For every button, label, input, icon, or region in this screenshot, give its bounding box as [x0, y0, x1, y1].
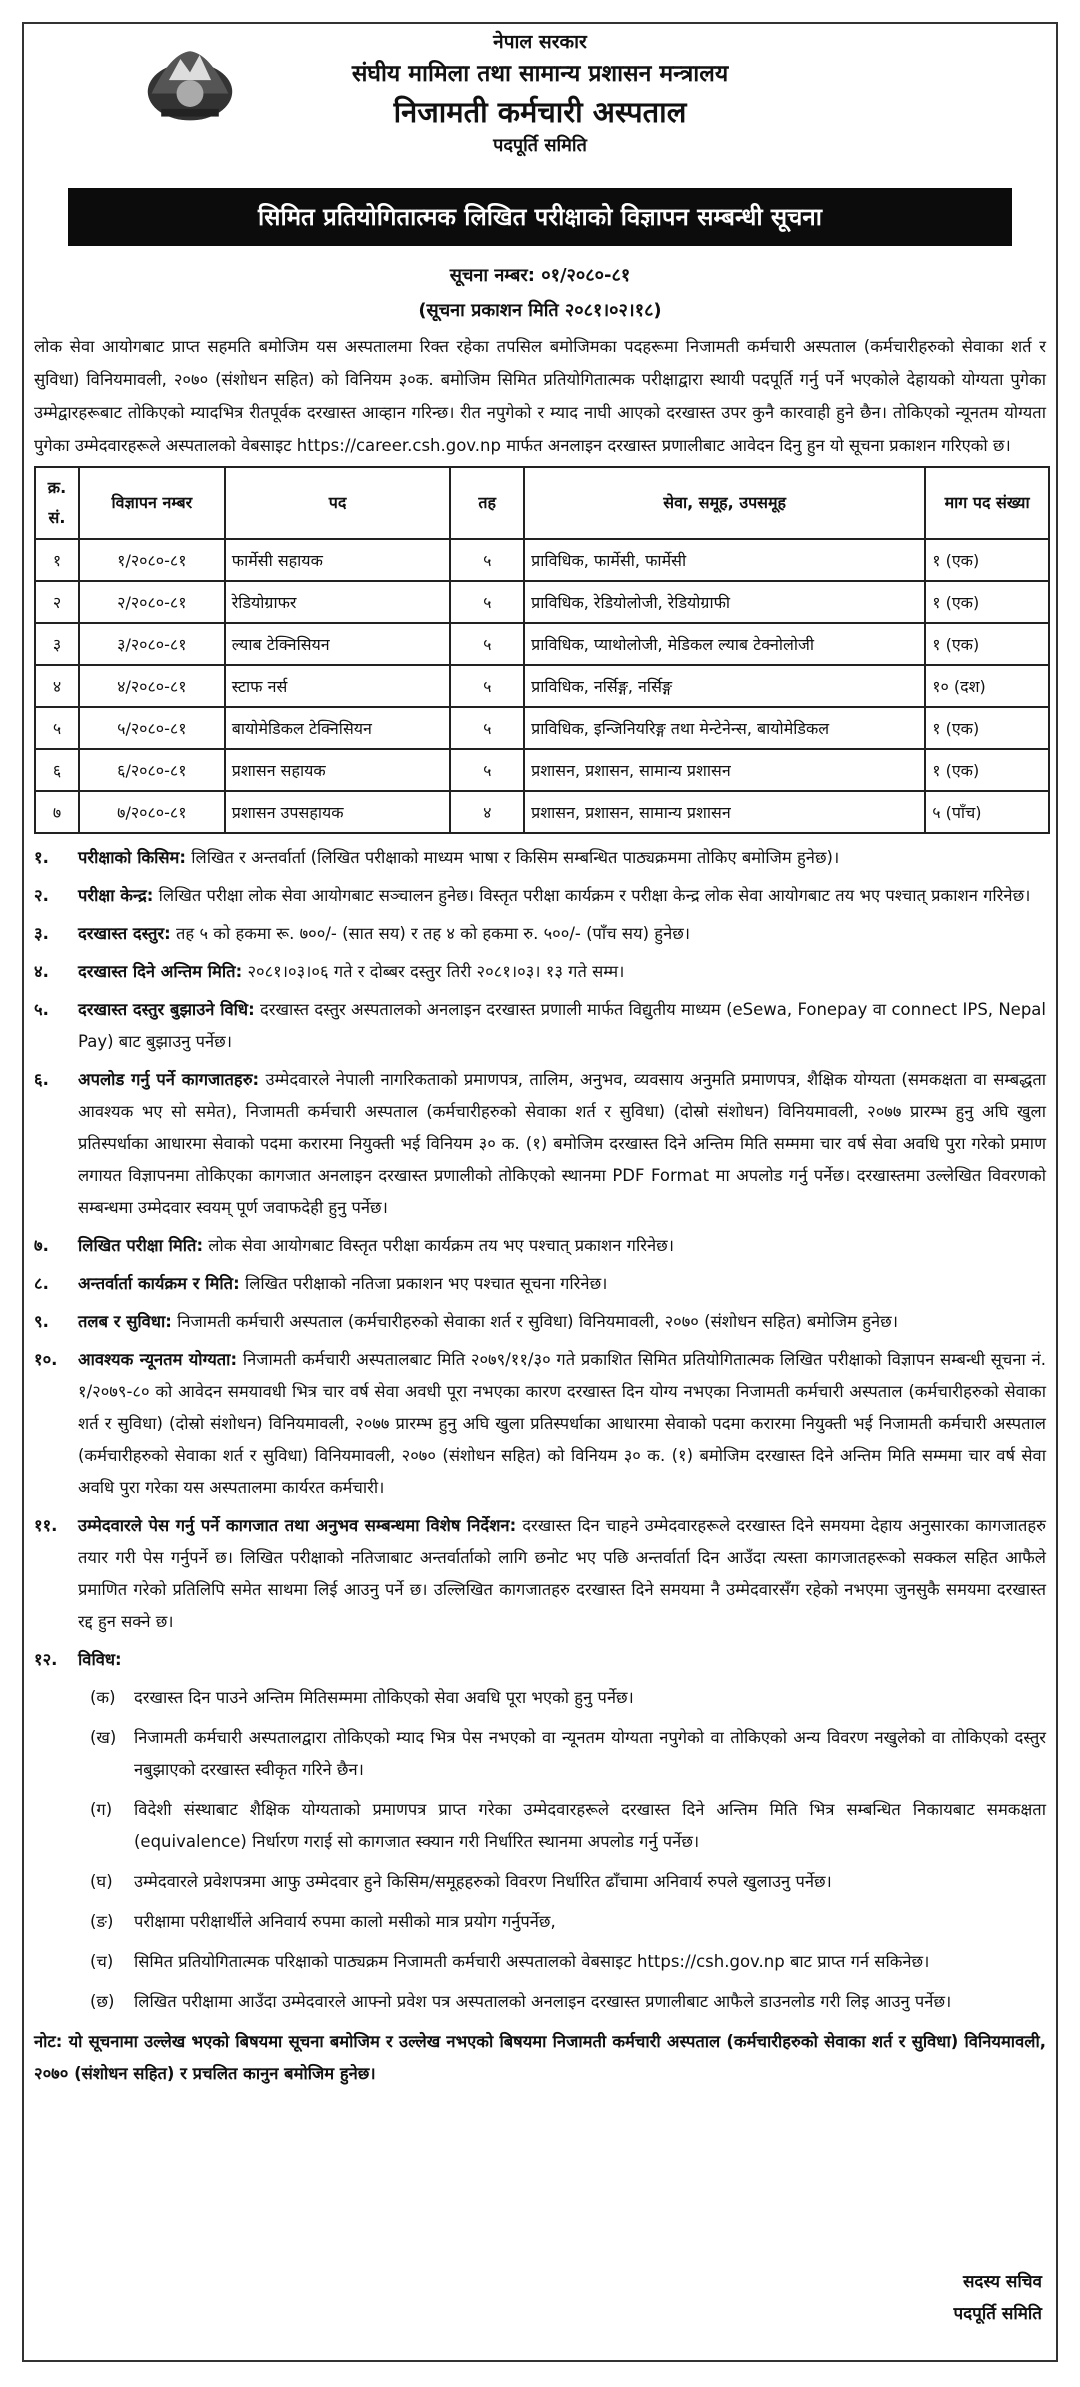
cell-posts: १ (एक) — [925, 623, 1049, 665]
misc-marker: (ङ) — [90, 1912, 114, 1931]
col-level: तह — [450, 467, 524, 539]
misc-marker: (च) — [90, 1952, 114, 1971]
cell-level: ५ — [450, 581, 524, 623]
col-post: पद — [225, 467, 451, 539]
section-min-qualification — [34, 1344, 1046, 1504]
section-number: २. — [34, 886, 49, 905]
cell-post: स्टाफ नर्स — [225, 665, 451, 707]
section-number: ६. — [34, 1070, 49, 1089]
section-number: ५. — [34, 1000, 49, 1019]
cell-ad-number: ५/२०८०-८१ — [79, 707, 225, 749]
header-ministry: संघीय मामिला तथा सामान्य प्रशासन मन्त्रालय — [351, 61, 729, 87]
cell-post: फार्मेसी सहायक — [225, 539, 451, 581]
misc-marker: (क) — [90, 1688, 116, 1707]
section-interview — [34, 1268, 1046, 1300]
vacancy-table — [34, 466, 1050, 834]
section-number: ७. — [34, 1236, 49, 1255]
cell-posts: १ (एक) — [925, 581, 1049, 623]
misc-marker: (ख) — [90, 1728, 117, 1747]
cell-posts: १ (एक) — [925, 539, 1049, 581]
section-text: निजामती कर्मचारी अस्पताल (कर्मचारीहरुको सेवाका शर्त र सुविधा) विनियमावली, २०७० (संशोधन सहित) बमोजिम हुनेछ। — [177, 1312, 898, 1331]
misc-marker: (घ) — [90, 1872, 113, 1891]
nepal-emblem-icon — [142, 34, 238, 130]
section-special-instructions — [34, 1510, 1046, 1638]
notice-page — [22, 22, 1058, 2362]
table-row — [35, 581, 1049, 623]
header — [24, 24, 1056, 174]
section-title: परीक्षा केन्द्र: — [78, 886, 154, 905]
cell-ad-number: १/२०८०-८१ — [79, 539, 225, 581]
section-number: ४. — [34, 962, 49, 981]
notice-number: सूचना नम्बर: ०१/२०८०-८१ — [449, 265, 631, 286]
header-hospital: निजामती कर्मचारी अस्पताल — [393, 95, 687, 129]
sections — [34, 842, 1046, 2018]
misc-text: निजामती कर्मचारी अस्पतालद्वारा तोकिएको म्याद भित्र पेस नभएको वा न्यूनतम योग्यता नपुगेको वा तोकिएको अन्य विवरण नखुलेको वा तोकिएको दस्तुर नबुझाएको दरखास्त स्वीकृत गरिने छैन। — [134, 1728, 1046, 1779]
cell-sn: ३ — [35, 623, 79, 665]
table-row — [35, 707, 1049, 749]
table-row — [35, 623, 1049, 665]
section-number: ३. — [34, 924, 49, 943]
misc-marker: (ग) — [90, 1800, 113, 1819]
section-text: लोक सेवा आयोगबाट विस्तृत परीक्षा कार्यक्रम तय भए पश्चात् प्रकाशन गरिनेछ। — [208, 1236, 674, 1255]
misc-text: दरखास्त दिन पाउने अन्तिम मितिसम्ममा तोकिएको सेवा अवधि पूरा भएको हुनु पर्नेछ। — [134, 1688, 634, 1707]
signatory-title: सदस्य सचिव — [962, 2272, 1042, 2292]
cell-service-group: प्राविधिक, नर्सिङ्ग, नर्सिङ्ग — [524, 665, 925, 707]
cell-service-group: प्राविधिक, रेडियोलोजी, रेडियोग्राफी — [524, 581, 925, 623]
cell-ad-number: ७/२०८०-८१ — [79, 791, 225, 833]
section-text: लिखित र अन्तर्वार्ता (लिखित परीक्षाको माध्यम भाषा र किसिम सम्बन्धित पाठ्यक्रममा तोकिए बमोजिम हुनेछ)। — [191, 848, 840, 867]
table-header-row — [35, 467, 1049, 539]
signature-block — [953, 2266, 1042, 2330]
header-government: नेपाल सरकार — [493, 31, 587, 53]
section-title: तलब र सुविधा: — [78, 1312, 172, 1331]
section-exam-type — [34, 842, 1046, 874]
cell-post: प्रशासन उपसहायक — [225, 791, 451, 833]
cell-level: ४ — [450, 791, 524, 833]
cell-ad-number: २/२०८०-८१ — [79, 581, 225, 623]
misc-text: विदेशी संस्थाबाट शैक्षिक योग्यताको प्रमाणपत्र प्राप्त गरेका उम्मेदवारहरूले दरखास्त दिने अन्तिम मिति भित्र सम्बन्धित निकायबाट समकक्षता (equivalence) निर्धारण गराई सो कागजात स्क्यान गरी निर्धारित स्थानमा अपलोड गर्नु पर्नेछ। — [134, 1800, 1046, 1851]
section-number: १०. — [34, 1350, 58, 1369]
section-text: लिखित परीक्षाको नतिजा प्रकाशन भए पश्चात सूचना गरिनेछ। — [244, 1274, 608, 1293]
section-written-exam-date — [34, 1230, 1046, 1262]
cell-post: प्रशासन सहायक — [225, 749, 451, 791]
section-text: निजामती कर्मचारी अस्पतालबाट मिति २०७९/११/३० गते प्रकाशित सिमित प्रतियोगितात्मक लिखित परीक्षाको विज्ञापन सम्बन्धी सूचना नं. १/२०७९-८० को आवेदन समयावधी भित्र चार वर्ष सेवा अवधी पूरा नभएका कारण दरखास्त दिन योग्य नभएका निजामती कर्मचारी अस्पताल (कर्मचारीहरुको सेवाका शर्त र सुविधा) (दोस्रो संशोधन) विनियमावली, २०७७ प्रारम्भ हुनु अघि खुला प्रतिस्पर्धाका आधारमा सेवाको पदमा करारमा नियुक्ती भई निजामती कर्मचारी अस्पताल (कर्मचारीहरुको सेवाका शर्त र सुविधा) विनियमावली, २०७० (संशोधन सहित) को विनियम ३० क. (१) बमोजिम दरखास्त दिने अन्तिम मिति सम्ममा चार वर्ष सेवा अवधि पुरा गरेका यस अस्पतालमा कार्यरत कर्मचारी। — [78, 1350, 1046, 1497]
cell-posts: १ (एक) — [925, 749, 1049, 791]
section-number: १२. — [34, 1650, 58, 1669]
section-miscellaneous — [34, 1644, 1046, 1676]
misc-item — [90, 1866, 1046, 1898]
misc-text: उम्मेदवारले प्रवेशपत्रमा आफु उम्मेदवार हुने किसिम/समूहहरुको विवरण निर्धारित ढाँचामा अनिवार्य रुपले खुलाउनु पर्नेछ। — [134, 1872, 832, 1891]
section-title: आवश्यक न्यूनतम योग्यता: — [78, 1350, 238, 1369]
footer-note: नोट: यो सूचनामा उल्लेख भएको बिषयमा सूचना बमोजिम र उल्लेख नभएको बिषयमा निजामती कर्मचारी अस्पताल (कर्मचारीहरुको सेवाका शर्त र सुविधा) विनियमावली, २०७० (संशोधन सहित) र प्रचलित कानुन बमोजिम हुनेछ। — [34, 2032, 1046, 2083]
cell-ad-number: ४/२०८०-८१ — [79, 665, 225, 707]
table-row — [35, 665, 1049, 707]
section-title: अपलोड गर्नु पर्ने कागजातहरु: — [78, 1070, 260, 1089]
section-payment-method — [34, 994, 1046, 1058]
cell-sn: १ — [35, 539, 79, 581]
section-title: दरखास्त दस्तुर बुझाउने विधि: — [78, 1000, 255, 1019]
table-row — [35, 539, 1049, 581]
section-salary — [34, 1306, 1046, 1338]
misc-marker: (छ) — [90, 1992, 115, 2011]
section-deadline — [34, 956, 1046, 988]
cell-sn: ६ — [35, 749, 79, 791]
misc-text: लिखित परीक्षामा आउँदा उम्मेदवारले आफ्नो प्रवेश पत्र अस्पतालको अनलाइन दरखास्त प्रणालीबाट आफैले डाउनलोड गरी लिइ आउनु पर्नेछ। — [134, 1992, 952, 2011]
cell-post: रेडियोग्राफर — [225, 581, 451, 623]
cell-ad-number: ६/२०८०-८१ — [79, 749, 225, 791]
cell-service-group: प्राविधिक, इन्जिनियरिङ्ग तथा मेन्टेनेन्स, बायोमेडिकल — [524, 707, 925, 749]
cell-level: ५ — [450, 749, 524, 791]
misc-item — [90, 1682, 1046, 1714]
publish-date: (सूचना प्रकाशन मिति २०८१।०२।१८) — [418, 300, 662, 321]
section-title: लिखित परीक्षा मिति: — [78, 1236, 204, 1255]
col-sn: क्र. सं. — [35, 467, 79, 539]
header-committee: पदपूर्ति समिति — [493, 135, 587, 156]
section-title: अन्तर्वार्ता कार्यक्रम र मिति: — [78, 1274, 240, 1293]
section-application-fee — [34, 918, 1046, 950]
cell-service-group: प्राविधिक, प्याथोलोजी, मेडिकल ल्याब टेक्नोलोजी — [524, 623, 925, 665]
cell-sn: ४ — [35, 665, 79, 707]
intro-paragraph: लोक सेवा आयोगबाट प्राप्त सहमति बमोजिम यस अस्पतालमा रिक्त रहेका तपसिल बमोजिमका पदहरूमा निजामती कर्मचारी अस्पताल (कर्मचारीहरुको सेवाका शर्त र सुविधा) विनियमावली, २०७० (संशोधन सहित) को विनियम ३०क. बमोजिम सिमित प्रतियोगितात्मक परीक्षाद्वारा स्थायी पदपूर्ति गर्नु पर्ने भएकोले देहायको योग्यता पुगेका उम्मेद्वारहरूबाट तोकिएको म्यादभित्र रीतपूर्वक दरखास्त आव्हान गरिन्छ। रीत नपुगेको र म्याद नाघी आएको दरखास्त उपर कुनै कारवाही हुने छैन। तोकिएको न्यूनतम योग्यता पुगेका उम्मेदवारहरूले अस्पतालको वेबसाइट https://career.csh.gov.np मार्फत अनलाइन दरखास्त प्रणालीबाट आवेदन दिनु हुन यो सूचना प्रकाशन गरिएको छ। — [34, 337, 1046, 455]
section-number: ९. — [34, 1312, 49, 1331]
misc-item — [90, 1986, 1046, 2018]
cell-sn: २ — [35, 581, 79, 623]
cell-service-group: प्रशासन, प्रशासन, सामान्य प्रशासन — [524, 749, 925, 791]
cell-posts: १० (दश) — [925, 665, 1049, 707]
misc-text: परीक्षामा परीक्षार्थीले अनिवार्य रुपमा कालो मसीको मात्र प्रयोग गर्नुपर्नेछ, — [134, 1912, 556, 1931]
cell-post: ल्याब टेक्निसियन — [225, 623, 451, 665]
cell-post: बायोमेडिकल टेक्निसियन — [225, 707, 451, 749]
cell-posts: १ (एक) — [925, 707, 1049, 749]
table-row — [35, 791, 1049, 833]
section-text: लिखित परीक्षा लोक सेवा आयोगबाट सञ्चालन हुनेछ। विस्तृत परीक्षा कार्यक्रम र परीक्षा केन्द्र लोक सेवा आयोगबाट तय भए पश्चात् प्रकाशन गरिनेछ। — [158, 886, 1031, 905]
cell-service-group: प्रशासन, प्रशासन, सामान्य प्रशासन — [524, 791, 925, 833]
table-row — [35, 749, 1049, 791]
section-title: उम्मेदवारले पेस गर्नु पर्ने कागजात तथा अनुभव सम्बन्धमा विशेष निर्देशन: — [78, 1516, 517, 1535]
misc-item — [90, 1946, 1046, 1978]
section-title: विविध: — [78, 1650, 122, 1669]
misc-item — [90, 1794, 1046, 1858]
section-upload-documents — [34, 1064, 1046, 1224]
cell-service-group: प्राविधिक, फार्मेसी, फार्मेसी — [524, 539, 925, 581]
misc-text: सिमित प्रतियोगितात्मक परिक्षाको पाठ्यक्रम निजामती कर्मचारी अस्पतालको वेबसाइट https://csh.gov.np बाट प्राप्त गर्न सकिनेछ। — [134, 1952, 930, 1971]
section-text: दरखास्त दिन चाहने उम्मेदवारहरूले दरखास्त दिने समयमा देहाय अनुसारका कागजातहरु तयार गरी पेस गर्नुपर्ने छ। लिखित परीक्षाको नतिजाबाट अन्तर्वार्ताको लागि छनोट भए पछि अन्तर्वार्ता दिन आउँदा त्यस्ता कागजातहरूको सक्कल सहित आफैले प्रमाणित गरेको प्रतिलिपि समेत साथमा लिई आउनु पर्ने छ। उल्लिखित कागजातहरु दरखास्त दिने समयमा नै उम्मेदवारसँग रहेको नभएमा जुनसुकै समयमा दरखास्त रद्द हुन सक्ने छ। — [78, 1516, 1046, 1631]
cell-level: ५ — [450, 665, 524, 707]
section-text: तह ५ को हकमा रू. ७००/- (सात सय) र तह ४ को हकमा रु. ५००/- (पाँच सय) हुनेछ। — [176, 924, 691, 943]
misc-item — [90, 1906, 1046, 1938]
col-ad-number: विज्ञापन नम्बर — [79, 467, 225, 539]
section-number: ८. — [34, 1274, 49, 1293]
signatory-committee: पदपूर्ति समिति — [953, 2304, 1042, 2324]
section-text: दरखास्त दस्तुर अस्पतालको अनलाइन दरखास्त प्रणाली मार्फत विद्युतीय माध्यम (eSewa, Fonepay वा connect IPS, Nepal Pay) बाट बुझाउनु पर्नेछ। — [78, 1000, 1047, 1051]
cell-sn: ५ — [35, 707, 79, 749]
col-posts-demanded: माग पद संख्या — [925, 467, 1049, 539]
section-text: २०८१।०३।०६ गते र दोब्बर दस्तुर तिरी २०८१।०३। १३ गते सम्म। — [247, 962, 625, 981]
cell-posts: ५ (पाँच) — [925, 791, 1049, 833]
cell-sn: ७ — [35, 791, 79, 833]
col-service-group: सेवा, समूह, उपसमूह — [524, 467, 925, 539]
misc-item — [90, 1722, 1046, 1786]
cell-level: ५ — [450, 623, 524, 665]
cell-level: ५ — [450, 539, 524, 581]
cell-level: ५ — [450, 707, 524, 749]
section-number: १. — [34, 848, 49, 867]
cell-ad-number: ३/२०८०-८१ — [79, 623, 225, 665]
section-title: परीक्षाको किसिम: — [78, 848, 187, 867]
section-text: उम्मेदवारले नेपाली नागरिकताको प्रमाणपत्र, तालिम, अनुभव, व्यवसाय अनुमति प्रमाणपत्र, शैक्षिक योग्यता (समकक्षता वा सम्बद्धता आवश्यक भए सो समेत), निजामती कर्मचारी अस्पताल (कर्मचारीहरुको सेवाका शर्त र सुविधा) (दोस्रो संशोधन) विनियमावली, २०७७ प्रारम्भ हुनु अघि खुला प्रतिस्पर्धाका आधारमा सेवाको पदमा करारमा नियुक्ती भई विनियम ३० क. (१) बमोजिम दरखास्त दिने अन्तिम मिति सम्ममा चार वर्ष सेवा अवधि पुरा गरेको प्रमाण लगायत विज्ञापनमा तोकिएका कागजात अनलाइन दरखास्त प्रणालीको तोकिएको स्थानमा PDF Format मा अपलोड गर्नु पर्नेछ। दरखास्तमा उल्लेखित विवरणको सम्बन्धमा उम्मेदवार स्वयम् पूर्ण जवाफदेही हुनु पर्नेछ। — [78, 1070, 1047, 1217]
section-exam-center — [34, 880, 1046, 912]
notice-banner: सिमित प्रतियोगितात्मक लिखित परीक्षाको विज्ञापन सम्बन्धी सूचना — [68, 188, 1012, 246]
section-number: ११. — [34, 1516, 58, 1535]
section-title: दरखास्त दस्तुर: — [78, 924, 171, 943]
section-title: दरखास्त दिने अन्तिम मिति: — [78, 962, 243, 981]
